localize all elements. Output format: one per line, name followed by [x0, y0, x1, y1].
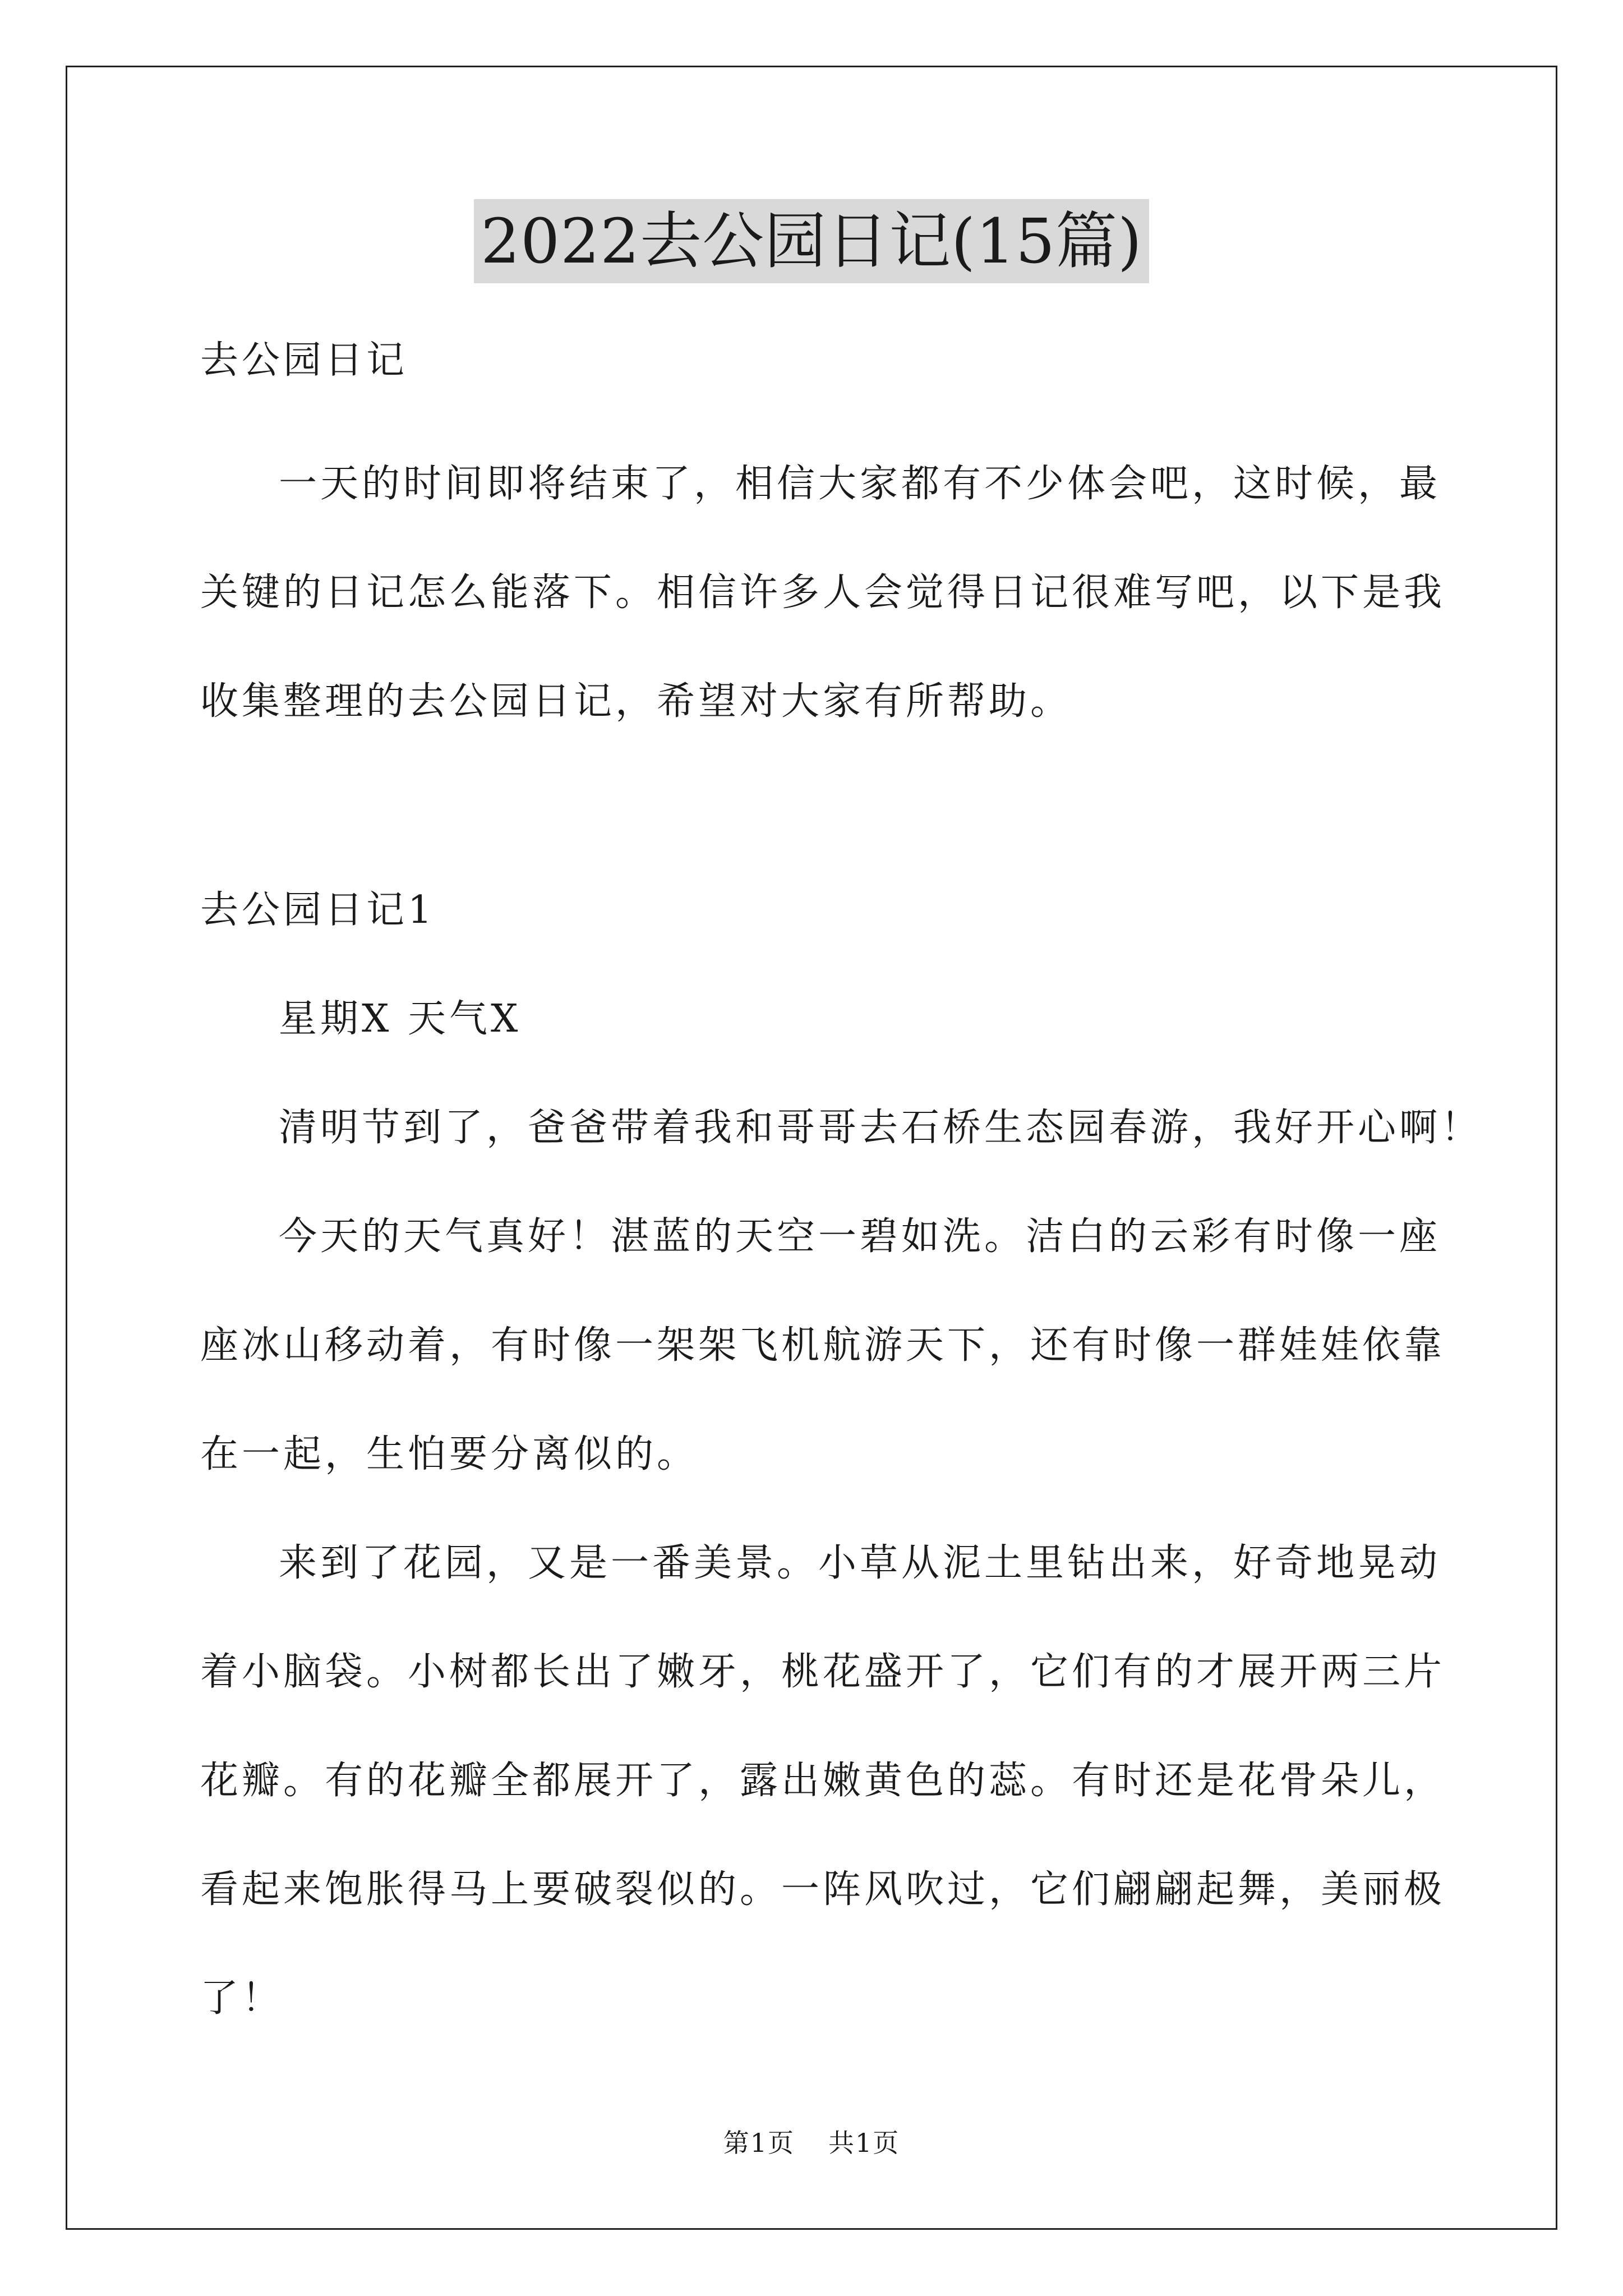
paragraph-line: 了！ [200, 1976, 284, 2021]
page-number: 第1页 [723, 2128, 795, 2158]
paragraph-line: 座冰山移动着，有时像一架架飞机航游天下，还有时像一群娃娃依靠 [200, 1323, 1446, 1368]
paragraph-line: 关键的日记怎么能落下。相信许多人会觉得日记很难写吧，以下是我 [200, 570, 1446, 615]
paragraph-line: 花瓣。有的花瓣全都展开了，露出嫩黄色的蕊。有时还是花骨朵儿， [200, 1759, 1446, 1803]
paragraph-line: 着小脑袋。小树都长出了嫩牙，桃花盛开了，它们有的才展开两三片 [200, 1650, 1446, 1694]
section-heading: 去公园日记1 [200, 888, 436, 932]
paragraph-line: 来到了花园，又是一番美景。小草从泥土里钻出来，好奇地晃动 [279, 1541, 1441, 1585]
title-container [0, 199, 1623, 283]
date-weather-line: 星期X 天气X [279, 997, 522, 1041]
paragraph-line: 清明节到了，爸爸带着我和哥哥去石桥生态园春游，我好开心啊！ [279, 1106, 1483, 1150]
paragraph-line: 收集整理的去公园日记，希望对大家有所帮助。 [200, 679, 1072, 724]
section-heading: 去公园日记 [200, 338, 408, 383]
page-footer [0, 2126, 1623, 2160]
paragraph-line: 在一起，生怕要分离似的。 [200, 1432, 699, 1476]
document-title: 2022去公园日记(15篇) [474, 199, 1149, 283]
paragraph-line: 今天的天气真好！湛蓝的天空一碧如洗。洁白的云彩有时像一座 [279, 1214, 1441, 1259]
paragraph-line: 一天的时间即将结束了，相信大家都有不少体会吧，这时候，最 [279, 462, 1441, 506]
paragraph-line: 看起来饱胀得马上要破裂似的。一阵风吹过，它们翩翩起舞，美丽极 [200, 1867, 1446, 1912]
page-total: 共1页 [828, 2128, 900, 2158]
